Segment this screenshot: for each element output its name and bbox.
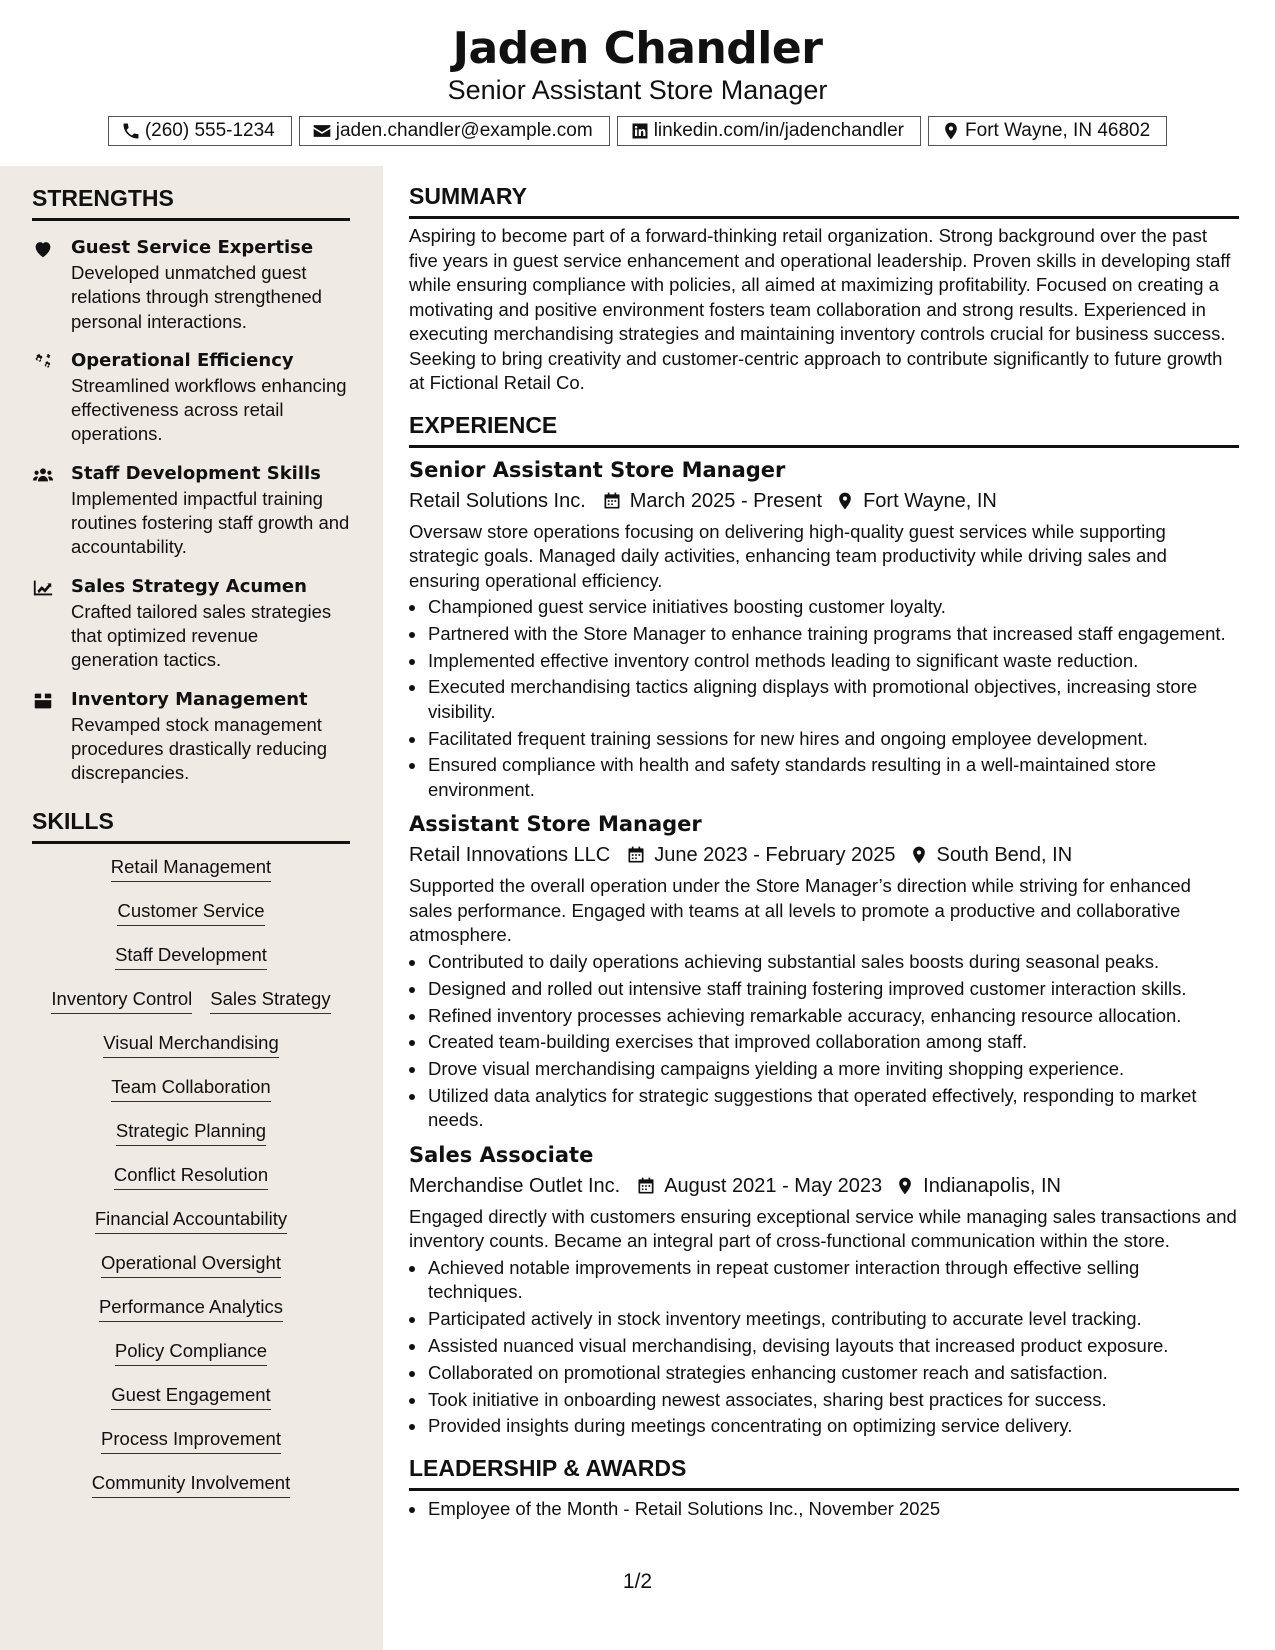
job-description: Engaged directly with customers ensuring exceptional service while managing sales transactions and inventory counts. Became an integral part of cross-functional communication within the store. [409, 1205, 1237, 1252]
bullet-item: • Achieved notable improvements in repeat customer interaction through effective selling techniques. [427, 1256, 1239, 1305]
strength-desc: Crafted tailored sales strategies that optimized revenue generation tactics. [71, 600, 332, 671]
job-entry [409, 810, 1239, 1132]
phone-icon [121, 121, 141, 141]
job-title: Assistant Store Manager [409, 812, 702, 837]
bullet-item: • Drove visual merchandising campaigns yielding a more inviting shopping experience. [427, 1057, 1239, 1082]
map-pin-icon [895, 1176, 915, 1196]
linkedin-icon [630, 121, 650, 141]
skill-tag: Retail Management [111, 854, 271, 882]
awards-list [409, 1497, 1239, 1522]
strength-item [32, 687, 350, 786]
skill-tag: Process Improvement [101, 1426, 281, 1454]
calendar-icon [602, 491, 622, 511]
job-bullets [409, 950, 1239, 1133]
job-meta [409, 841, 1239, 869]
skill-tag: Customer Service [117, 898, 264, 926]
skill-tag: Operational Oversight [101, 1250, 281, 1278]
bullet-item: • Assisted nuanced visual merchandising, devising layouts that increased product exposure. [427, 1334, 1239, 1359]
bullet-item: • Collaborated on promotional strategies enhancing customer reach and satisfaction. [427, 1361, 1239, 1386]
bullet-item: • Participated actively in stock inventory meetings, contributing to accurate level tracking. [427, 1307, 1239, 1332]
job-location: Indianapolis, IN [923, 1174, 1062, 1197]
bullet-item: • Executed merchandising tactics aligning displays with promotional objectives, increasing store visibility. [427, 675, 1239, 724]
contact-location [928, 116, 1167, 146]
skill-tag: Policy Compliance [115, 1338, 267, 1366]
skill-tag: Community Involvement [92, 1470, 290, 1498]
contact-linkedin-text: linkedin.com/in/jadenchandler [653, 120, 905, 141]
strength-desc: Developed unmatched guest relations through strengthened personal interactions. [71, 262, 322, 332]
job-title: Senior Assistant Store Manager [409, 457, 786, 482]
strength-title: Inventory Management [71, 688, 308, 710]
summary-text: Aspiring to become part of a forward-thinking retail organization. Strong background over the past five years in guest service enhancement and operational leadership. Proven skills in developing staff while ensuring compliance with policies, all aimed at maximizing profitability. Focused on creating a motivating and positive environment fosters team collaboration and strong results. Experienced in executing merchandising strategies and maintaining inventory controls crucial for business success. Seeking to bring creativity and customer-centric approach to contribute significantly to future growth at Fictional Retail Co. [409, 225, 1231, 393]
skills-list [32, 854, 350, 1514]
award-item: • Employee of the Month - Retail Solutions Inc., November 2025 [427, 1497, 1239, 1522]
strength-item [32, 574, 350, 673]
contact-phone[interactable] [108, 116, 292, 146]
strength-title: Guest Service Expertise [71, 237, 314, 258]
strength-item [32, 461, 350, 560]
job-entry [409, 1141, 1239, 1439]
job-description: Oversaw store operations focusing on delivering high-quality guest services while supporting strategic goals. Managed daily activities, enhancing team productivity while driving sales and ensuring operational efficiency. [409, 520, 1167, 591]
strength-desc: Revamped stock management procedures drastically reducing discrepancies. [71, 713, 328, 784]
calendar-icon [636, 1176, 656, 1196]
bullet-item: • Designed and rolled out intensive staff training fostering improved customer interaction skills. [427, 977, 1239, 1002]
bullet-item: • Utilized data analytics for strategic suggestions that operated effectively, responding to market needs. [427, 1084, 1239, 1133]
contact-location-text: Fort Wayne, IN 46802 [965, 120, 1151, 141]
strength-desc: Streamlined workflows enhancing effectiveness across retail operations. [71, 374, 347, 445]
skills-heading: SKILLS [32, 806, 350, 844]
bullet-item: • Took initiative in onboarding newest associates, sharing best practices for success. [427, 1388, 1239, 1413]
job-bullets [409, 1256, 1239, 1439]
envelope-icon [312, 121, 332, 141]
skill-tag: Inventory Control [51, 986, 192, 1014]
box-icon [32, 690, 54, 712]
map-pin-icon [941, 121, 961, 141]
gears-icon [32, 351, 54, 373]
job-description: Supported the overall operation under the Store Manager’s direction while striving for enhanced sales performance. Engaged with teams at all levels to promote a productive and collaborative atmosphere. [409, 875, 1191, 946]
strength-desc: Implemented impactful training routines fostering staff growth and accountability. [71, 487, 350, 558]
strength-title: Operational Efficiency [71, 349, 294, 371]
bullet-item: • Provided insights during meetings concentrating on optimizing service delivery. [427, 1414, 1239, 1439]
bullet-item: • Contributed to daily operations achieving substantial sales boosts during seasonal peaks. [427, 950, 1239, 975]
job-dates: August 2021 - May 2023 [664, 1174, 883, 1197]
job-bullets [409, 595, 1239, 802]
job-location: South Bend, IN [936, 844, 1073, 867]
bullet-item: • Refined inventory processes achieving remarkable accuracy, enhancing resource allocation. [427, 1004, 1239, 1029]
bullet-item: • Championed guest service initiatives boosting customer loyalty. [427, 595, 1239, 620]
skill-tag: Financial Accountability [95, 1206, 287, 1234]
bullet-item: • Ensured compliance with health and safety standards resulting in a well-maintained store environment. [427, 753, 1239, 802]
job-title: Sales Associate [409, 1142, 594, 1167]
users-icon [32, 464, 54, 486]
bullet-item: • Created team-building exercises that improved collaboration among staff. [427, 1030, 1239, 1055]
summary-heading: SUMMARY [409, 181, 1239, 219]
heart-icon [32, 238, 54, 260]
skill-tag: Strategic Planning [116, 1118, 266, 1146]
job-location: Fort Wayne, IN [863, 489, 997, 512]
job-entry [409, 456, 1239, 803]
strength-item [32, 348, 350, 447]
candidate-title: Senior Assistant Store Manager [447, 75, 828, 105]
job-company: Merchandise Outlet Inc. [409, 1174, 621, 1197]
job-meta [409, 487, 1239, 515]
chart-line-icon [32, 577, 54, 599]
skill-tag: Staff Development [115, 942, 267, 970]
contact-phone-text: (260) 555-1234 [144, 120, 275, 141]
bullet-item: • Facilitated frequent training sessions for new hires and ongoing employee development. [427, 727, 1239, 752]
skill-tag: Guest Engagement [111, 1382, 270, 1410]
strength-title: Staff Development Skills [71, 462, 321, 484]
strengths-heading: STRENGTHS [32, 183, 350, 221]
contact-email-text: jaden.chandler@example.com [335, 120, 593, 141]
job-meta [409, 1172, 1239, 1200]
skill-tag: Conflict Resolution [114, 1162, 268, 1190]
bullet-item: • Partnered with the Store Manager to enhance training programs that increased staff engagement. [427, 622, 1239, 647]
bullet-item: • Implemented effective inventory control methods leading to significant waste reduction. [427, 649, 1239, 674]
job-dates: March 2025 - Present [629, 489, 823, 512]
map-pin-icon [909, 845, 929, 865]
skill-tag: Team Collaboration [111, 1074, 270, 1102]
contact-bar [0, 116, 1275, 146]
resume-header [0, 0, 1275, 146]
main-content [409, 181, 1239, 1524]
job-dates: June 2023 - February 2025 [654, 844, 896, 867]
strength-item [32, 235, 350, 334]
candidate-name: Jaden Chandler [452, 23, 823, 74]
contact-email[interactable] [299, 116, 610, 146]
sidebar [0, 166, 383, 1650]
skill-tag: Sales Strategy [210, 986, 330, 1014]
map-pin-icon [835, 491, 855, 511]
contact-linkedin[interactable] [617, 116, 921, 146]
calendar-icon [626, 845, 646, 865]
page-number: 1/2 [622, 1570, 653, 1593]
job-company: Retail Solutions Inc. [409, 489, 586, 512]
job-company: Retail Innovations LLC [409, 844, 611, 867]
awards-heading: LEADERSHIP & AWARDS [409, 1453, 1239, 1491]
skill-tag: Performance Analytics [99, 1294, 283, 1322]
strength-title: Sales Strategy Acumen [71, 575, 307, 597]
experience-heading: EXPERIENCE [409, 410, 1239, 448]
skill-tag: Visual Merchandising [103, 1030, 279, 1058]
